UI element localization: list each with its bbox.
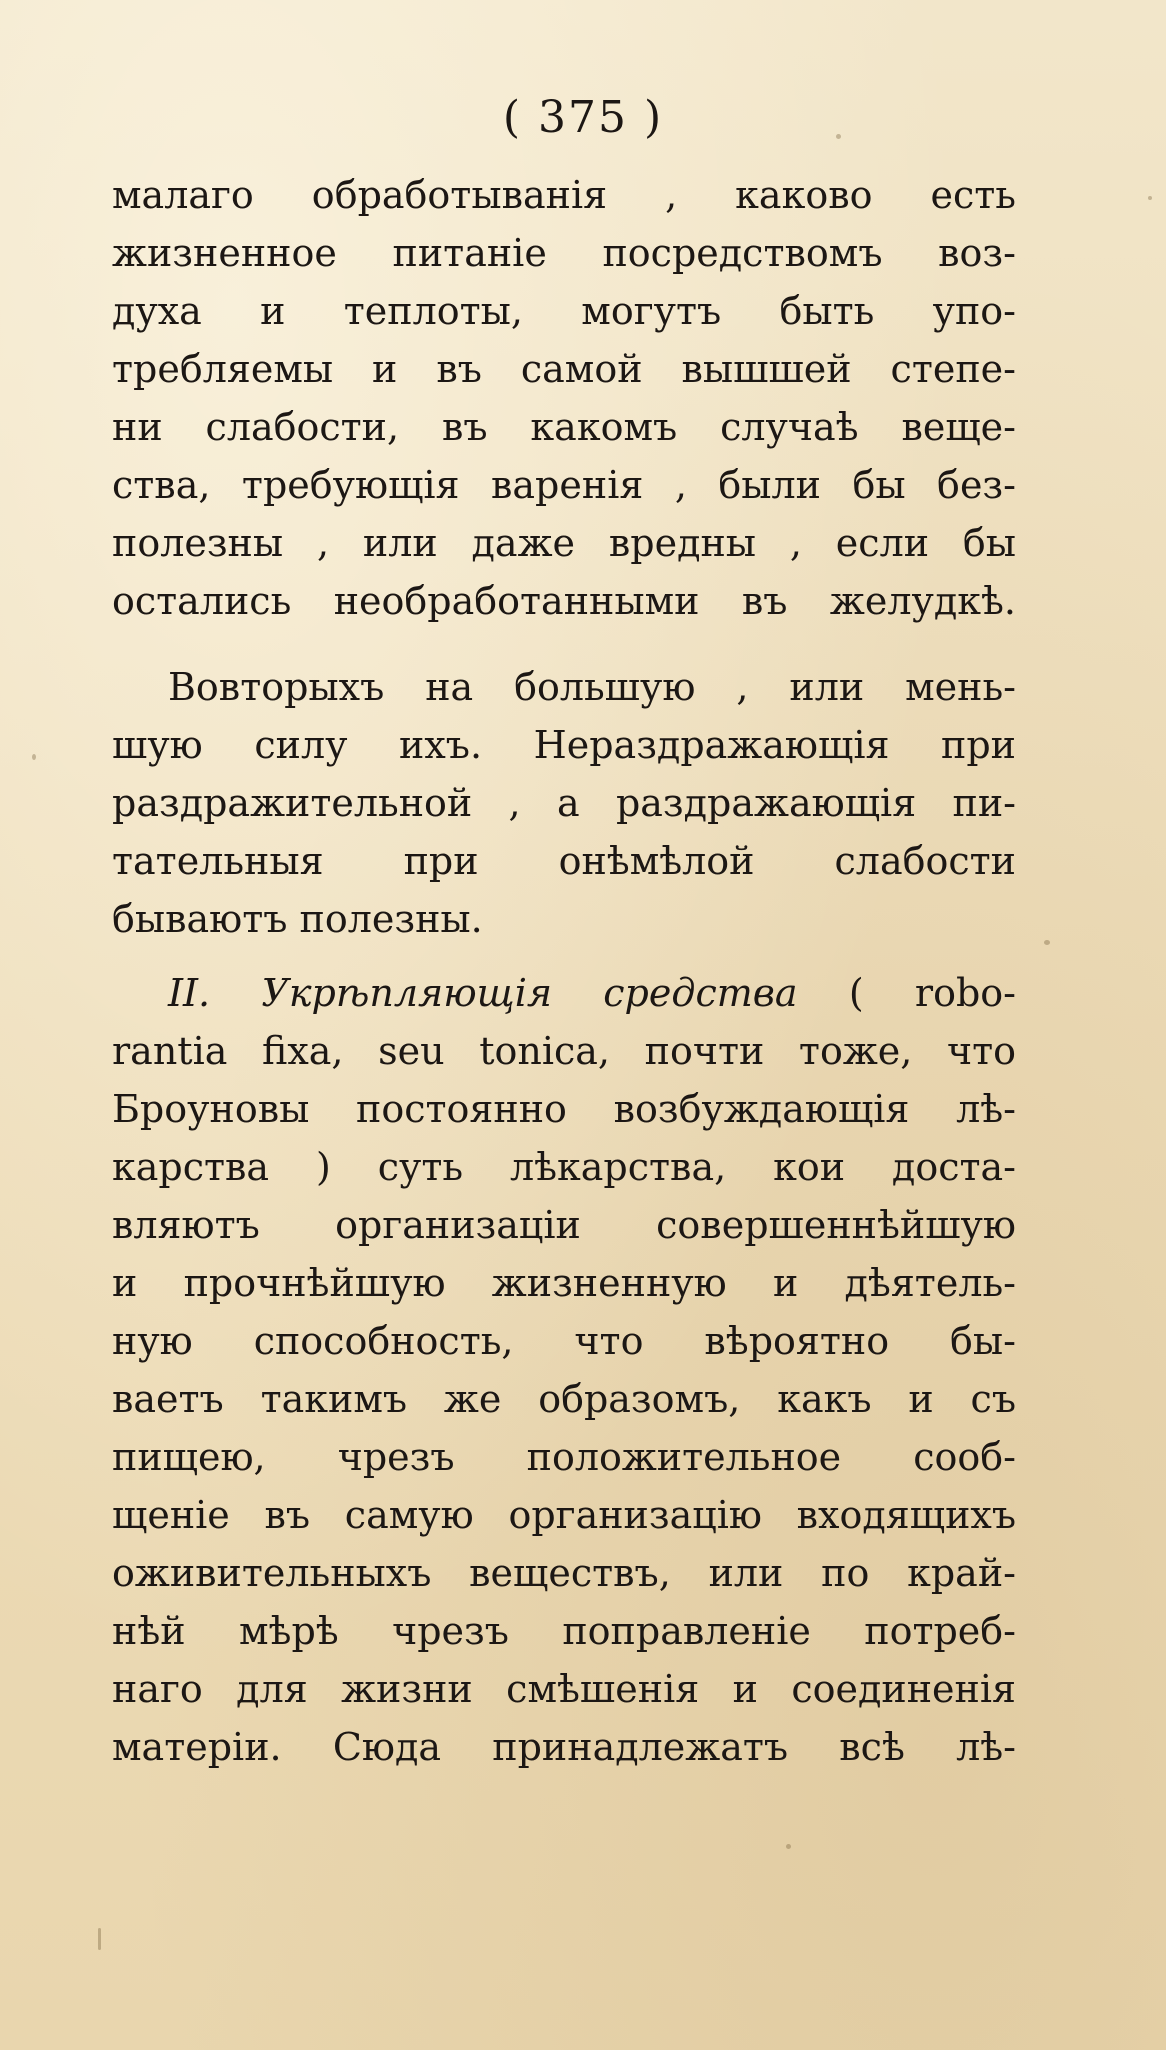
text-line: rantia fixa, seu tonica, почти тоже, что (112, 1029, 1016, 1073)
page-number: ( 375 ) (502, 92, 664, 143)
text-line: щеніе въ самую организацію входящихъ (112, 1493, 1016, 1537)
text-line: наго для жизни смѣшенія и соединенія (112, 1667, 1016, 1711)
text-line: нѣй мѣрѣ чрезъ поправленіе потреб- (112, 1609, 1016, 1653)
paragraph-3 (112, 964, 1016, 1776)
text-line: жизненное питаніе посредствомъ воз- (112, 231, 1016, 275)
text-line: тательныя при онѣмѣлой слабости (112, 839, 1016, 883)
text-line: оживительныхъ веществъ, или по край- (112, 1551, 1016, 1595)
paragraph-2 (112, 658, 1016, 948)
text-line: духа и теплоты, могутъ быть упо- (112, 289, 1016, 333)
text-line: раздражительной , а раздражающія пи- (112, 781, 1016, 825)
text-line: ваетъ такимъ же образомъ, какъ и съ (112, 1377, 1016, 1421)
section-heading: II. Укрѣпляющія средства (168, 971, 798, 1015)
text-line: Вовторыхъ на большую , или мень- (168, 665, 1016, 709)
text-line: остались необработанными въ желудкѣ. (112, 579, 1016, 623)
section-heading-line (112, 964, 1016, 1022)
text-line: ства, требующія варенія , были бы без- (112, 463, 1016, 507)
text-line: и прочнѣйшую жизненную и дѣятель- (112, 1261, 1016, 1305)
text-line: бываютъ полезны. (112, 897, 483, 941)
paper-speck (1044, 940, 1050, 945)
text-line: ни слабости, въ какомъ случаѣ веще- (112, 405, 1016, 449)
text-line: ную способность, что вѣроятно бы- (112, 1319, 1016, 1363)
paper-speck (1148, 196, 1152, 200)
text-line: вляютъ организаціи совершеннѣйшую (112, 1203, 1016, 1247)
paragraph-1 (112, 166, 1016, 630)
paper-speck (786, 1844, 791, 1849)
paper-speck (32, 754, 36, 760)
text-line: шую силу ихъ. Нераздражающія при (112, 723, 1016, 767)
text-line: требляемы и въ самой вышшей степе- (112, 347, 1016, 391)
text-line: матеріи. Сюда принадлежатъ всѣ лѣ- (112, 1725, 1016, 1769)
text-line: пищею, чрезъ положительное сооб- (112, 1435, 1016, 1479)
section-heading-continuation: ( robo- (797, 971, 1016, 1015)
paper-speck (98, 1928, 101, 1950)
text-line: полезны , или даже вредны , если бы (112, 521, 1016, 565)
text-line: малаго обработыванія , каково есть (112, 173, 1016, 217)
text-line: Броуновы постоянно возбуждающія лѣ- (112, 1087, 1016, 1131)
text-line: карства ) суть лѣкарства, кои доста- (112, 1145, 1016, 1189)
